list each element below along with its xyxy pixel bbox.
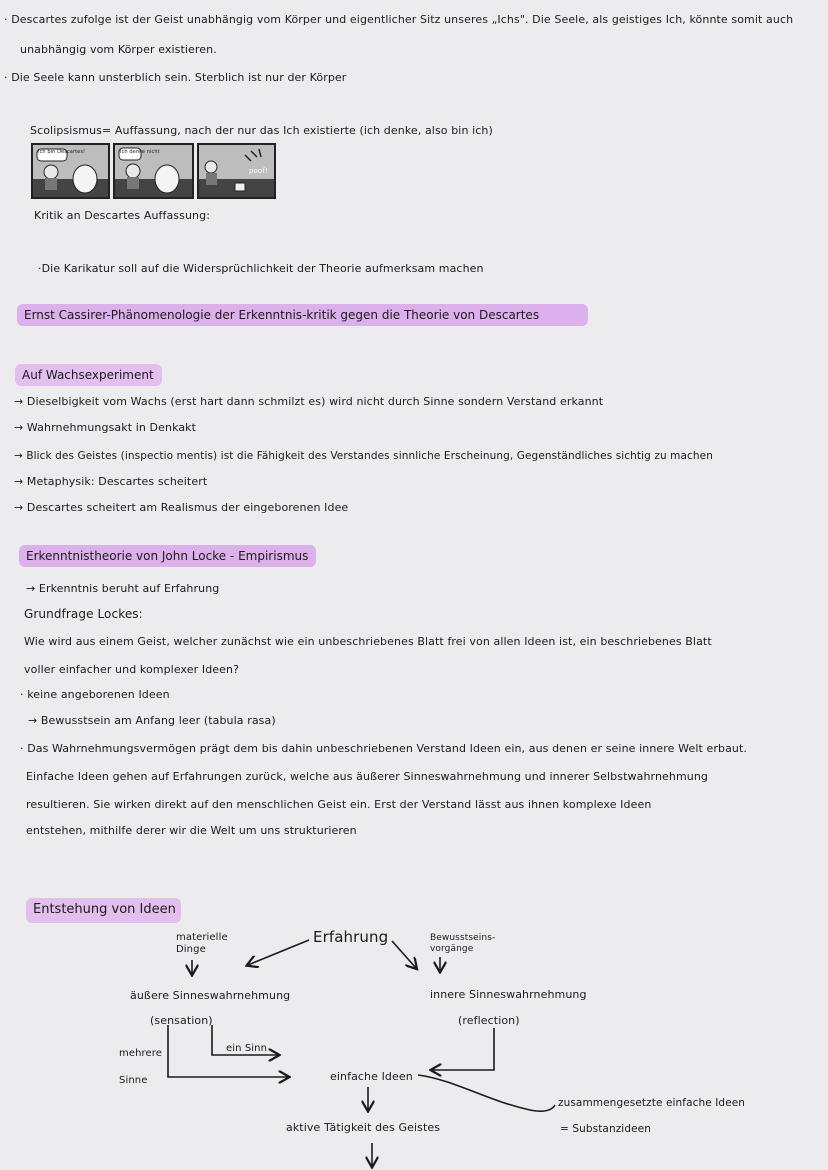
locke-paragraph-line-3: resultieren. Sie wirken direkt auf den menschlichen Geist ein. Erst der Verstand lässt aus ihnen komplexe Ideen [26, 798, 652, 811]
cassirer-point-1: → Dieselbigkeit vom Wachs (erst hart dann schmilzt es) wird nicht durch Sinne sondern Verstand erkannt [14, 395, 604, 408]
materielle-dinge-label: materielle Dinge [176, 932, 228, 955]
kritik-heading: Kritik an Descartes Auffassung: [34, 209, 211, 222]
cassirer-heading: Ernst Cassirer-Phänomenologie der Erkenntnis-kritik gegen die Theorie von Descartes [17, 304, 588, 326]
kritik-point: ·Die Karikatur soll auf die Widersprüchlichkeit der Theorie aufmerksam machen [38, 262, 484, 275]
substanzideen-label: = Substanzideen [560, 1123, 651, 1135]
zusammengesetzte-label: zusammengesetzte einfache Ideen [558, 1097, 746, 1109]
grundfrage-question-line-2: voller einfacher und komplexer Ideen? [24, 663, 240, 676]
arrow-erfahrung-left [248, 940, 309, 965]
erfahrung-label: Erfahrung [313, 928, 389, 946]
ein-sinn-label: ein Sinn [226, 1043, 268, 1054]
cassirer-point-5: → Descartes scheitert am Realismus der eingeborenen Idee [14, 501, 349, 514]
locke-point-2: · keine angeborenen Ideen [20, 688, 170, 701]
intro-line-3: · Die Seele kann unsterblich sein. Sterblich ist nur der Körper [4, 71, 347, 84]
locke-point-3: → Bewusstsein am Anfang leer (tabula rasa) [28, 714, 276, 727]
wachsexperiment-heading: Auf Wachsexperiment [15, 364, 162, 386]
arrow-reflection [432, 1028, 494, 1070]
intro-line-2: unabhängig vom Körper existieren. [20, 43, 217, 56]
einfache-ideen-label: einfache Ideen [330, 1070, 413, 1083]
curve-zusammengesetzte [418, 1075, 555, 1111]
comic-bubble-2: Ich denke nicht [120, 149, 160, 155]
reflection-label: (reflection) [458, 1014, 520, 1027]
locke-heading: Erkenntnistheorie von John Locke - Empirismus [19, 545, 316, 567]
aeussere-sinneswahrnehmung: äußere Sinneswahrnehmung [130, 989, 291, 1002]
bewusstseinsvorgaenge-label: Bewusstseins- vorgänge [430, 933, 496, 954]
entstehung-heading: Entstehung von Ideen [26, 898, 181, 923]
cassirer-point-4: → Metaphysik: Descartes scheitert [14, 475, 208, 488]
comic-poof-text: poof! [249, 167, 268, 175]
mehrere-sinne-label: mehrere Sinne [119, 1048, 163, 1086]
locke-point-1: → Erkenntnis beruht auf Erfahrung [26, 582, 220, 595]
cassirer-point-2: → Wahrnehmungsakt in Denkakt [14, 421, 197, 434]
locke-paragraph-line-2: Einfache Ideen gehen auf Erfahrungen zurück, welche aus äußerer Sinneswahrnehmung und innerer Selbstwahrnehmung [26, 770, 709, 783]
comic-bubble-1: Ich bin Descartes! [38, 149, 86, 155]
grundfrage-label: Grundfrage Lockes: [24, 607, 143, 621]
grundfrage-question-line-1: Wie wird aus einem Geist, welcher zunächst wie ein unbeschriebenes Blatt frei von allen Ideen ist, ein beschriebenes Blatt [24, 635, 712, 648]
aktive-taetigkeit-label: aktive Tätigkeit des Geistes [286, 1121, 441, 1134]
solipsismus-definition: Scolipsismus= Auffassung, nach der nur das Ich existierte (ich denke, also bin ich) [30, 124, 493, 137]
cassirer-point-3: → Blick des Geistes (inspectio mentis) ist die Fähigkeit des Verstandes sinnliche Erscheinung, Gegenständliches sichtig zu machen [14, 450, 713, 462]
locke-paragraph-line-1: · Das Wahrnehmungsvermögen prägt dem bis dahin unbeschriebenen Verstand Ideen ein, aus denen er seine innere Welt erbaut. [20, 742, 747, 755]
intro-line-1: · Descartes zufolge ist der Geist unabhängig vom Körper und eigentlicher Sitz unseres „Ichs". Die Seele, als geistiges Ich, könnte somit auch [4, 13, 794, 26]
innere-sinneswahrnehmung: innere Sinneswahrnehmung [430, 988, 587, 1001]
sensation-label: (sensation) [150, 1014, 213, 1027]
arrow-erfahrung-right [392, 941, 416, 968]
locke-paragraph-line-4: entstehen, mithilfe derer wir die Welt um uns strukturieren [26, 824, 357, 837]
